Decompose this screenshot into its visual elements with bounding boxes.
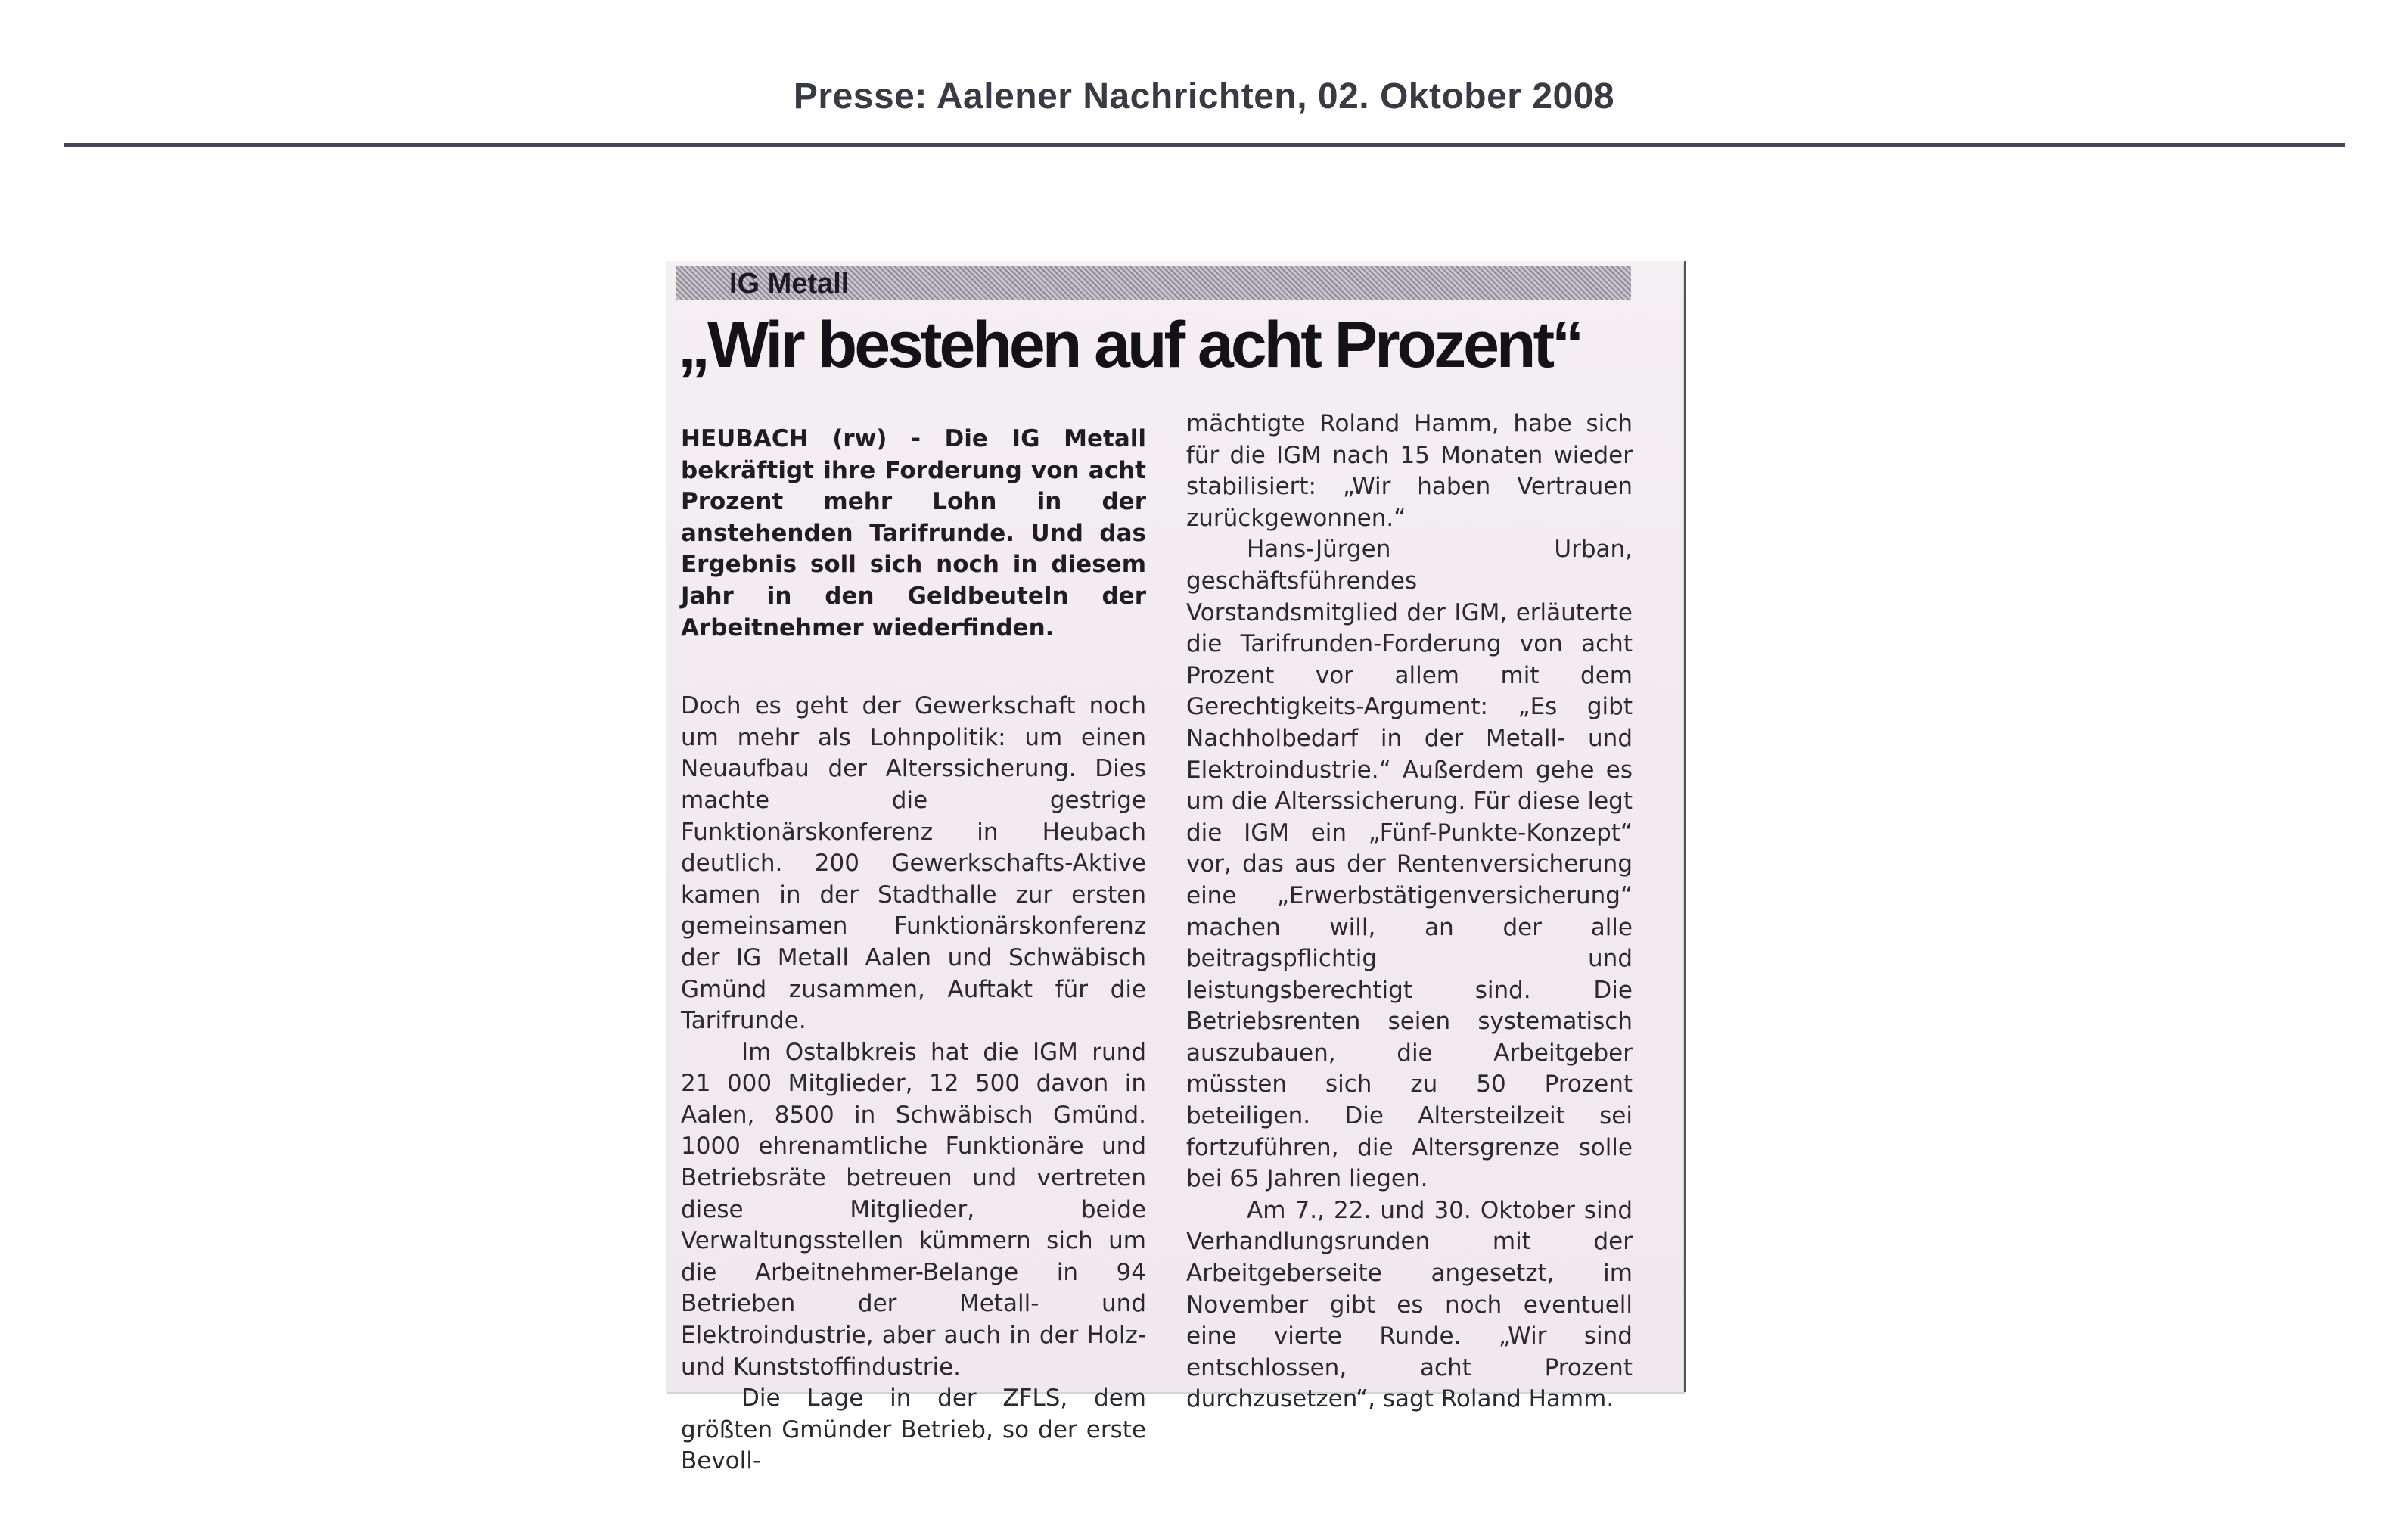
- right-paragraph-3: Am 7., 22. und 30. Oktober sind Verhandlungsrunden mit der Arbeitgeberseite angesetzt, im November gibt es noch eventuell eine vierte Runde. „Wir sind entschlossen, acht Prozent durchzusetzen“, sagt Roland Hamm.: [1186, 1196, 1633, 1413]
- left-paragraph-2: Im Ostalbkreis hat die IGM rund 21 000 Mitglieder, 12 500 davon in Aalen, 8500 in Schwäbisch Gmünd. 1000 ehrenamtliche Funktionäre und Betriebsräte betreuen und vertreten diese Mitglieder, beide Verwaltungsstellen kümmern sich um die Arbeitnehmer-Belange in 94 Betrieben der Metall- und Elektroindustrie, aber auch in der Holz- und Kunststoffindustrie.: [681, 1038, 1146, 1381]
- kicker-bar: [676, 266, 1631, 300]
- article-column-right: [1186, 409, 1633, 1415]
- page-header-title: Presse: Aalener Nachrichten, 02. Oktober 2008: [793, 76, 1615, 117]
- article-headline: „Wir bestehen auf acht Prozent“: [678, 309, 1582, 381]
- newspaper-clipping: [666, 261, 1683, 1475]
- left-paragraph-3: Die Lage in der ZFLS, dem größten Gmünder Betrieb, so der erste Bevoll-: [681, 1384, 1146, 1475]
- article-column-left: [681, 424, 1146, 1478]
- article-lead: HEUBACH (rw) - Die IG Metall bekräftigt ihre Forderung von acht Prozent mehr Lohn in der anstehenden Tarifrunde. Und das Ergebnis soll sich noch in diesem Jahr in den Geldbeuteln der Arbeitnehmer wiederfinden.: [681, 425, 1146, 642]
- right-paragraph-2: Hans-Jürgen Urban, geschäftsführendes Vorstandsmitglied der IGM, erläuterte die Tarifrunden-Forderung von acht Prozent vor allem mit dem Gerechtigkeits-Argument: „Es gibt Nachholbedarf in der Metall- und Elektroindustrie.“ Außerdem gehe es um die Alterssicherung. Für diese legt die IGM ein „Fünf-Punkte-Konzept“ vor, das aus der Rentenversicherung eine „Erwerbstätigenversicherung“ machen will, an der alle beitragspflichtig und leistungsberechtigt sind. Die Betriebsrenten seien systematisch auszubauen, die Arbeitgeber müssten sich zu 50 Prozent beteiligen. Die Altersteilzeit sei fortzuführen, die Altersgrenze solle bei 65 Jahren liegen.: [1186, 536, 1633, 1193]
- right-paragraph-1: mächtigte Roland Hamm, habe sich für die IGM nach 15 Monaten wieder stabilisiert: „Wir haben Vertrauen zurückgewonnen.“: [1186, 410, 1633, 532]
- left-paragraph-1: Doch es geht der Gewerkschaft noch um mehr als Lohnpolitik: um einen Neuaufbau der Alterssicherung. Dies machte die gestrige Funktionärskonferenz in Heubach deutlich. 200 Gewerkschafts-Aktive kamen in der Stadthalle zur ersten gemeinsamen Funktionärskonferenz der IG Metall Aalen und Schwäbisch Gmünd zusammen, Auftakt für die Tarifrunde.: [681, 692, 1146, 1035]
- clipping-edge: [1684, 261, 1686, 1392]
- kicker-label: IG Metall: [729, 268, 850, 300]
- header-rule: [64, 143, 2345, 147]
